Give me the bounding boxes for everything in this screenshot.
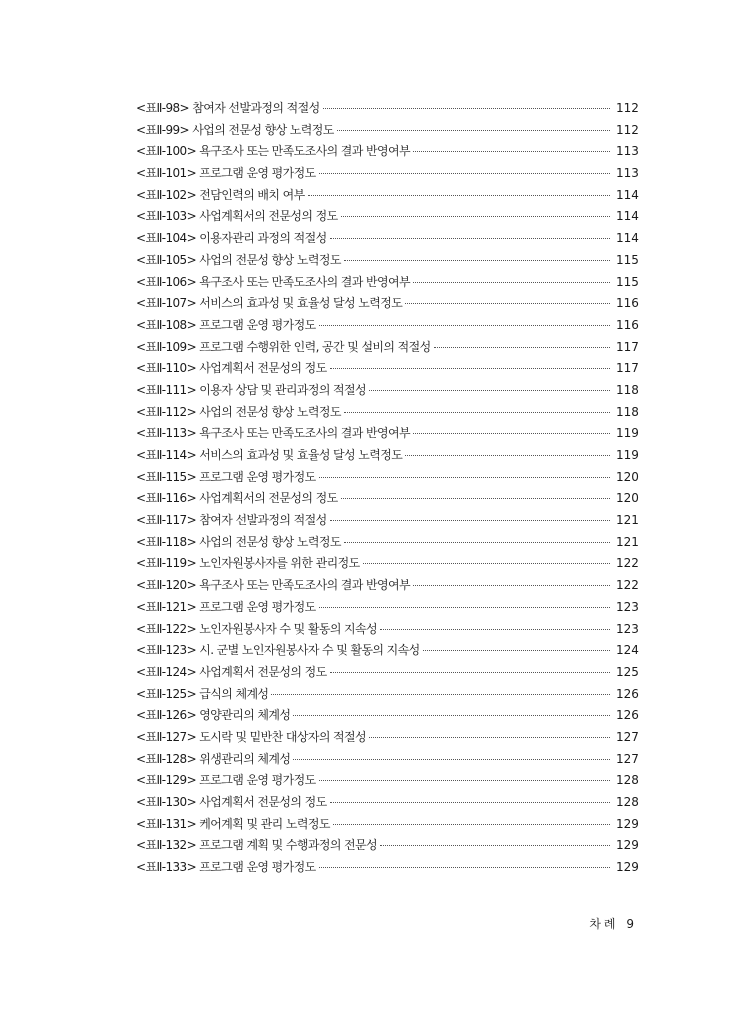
toc-entry <box>136 229 639 251</box>
toc-entry-page-number: 116 <box>616 317 639 332</box>
toc-entry-title: <표Ⅱ-107> 서비스의 효과성 및 효율성 달성 노력정도 <box>136 296 403 311</box>
toc-entry <box>136 706 639 728</box>
toc-entry <box>136 316 639 338</box>
dot-leader <box>413 433 610 434</box>
toc-entry-page-number: 113 <box>616 166 639 181</box>
dot-leader <box>413 585 610 586</box>
toc-entry-title: <표Ⅱ-98> 참여자 선발과정의 적절성 <box>136 101 320 115</box>
toc-entry-title: <표Ⅱ-103> 사업계획서의 전문성의 정도 <box>136 209 338 224</box>
toc-entry-page-number: 129 <box>616 838 639 853</box>
toc-entry-page-number: 116 <box>616 296 639 311</box>
toc-entry <box>136 728 639 750</box>
dot-leader <box>319 477 610 478</box>
toc-entry-page-number: 114 <box>616 187 639 202</box>
toc-entry-title: <표Ⅱ-109> 프로그램 수행위한 인력, 공간 및 설비의 적절성 <box>136 339 431 354</box>
toc-entry-page-number: 112 <box>616 101 639 115</box>
toc-entry-page-number: 113 <box>616 144 639 159</box>
toc-entry-title: <표Ⅱ-123> 시. 군별 노인자원봉사자 수 및 활동의 지속성 <box>136 643 420 658</box>
dot-leader <box>363 563 610 564</box>
dot-leader <box>293 715 610 716</box>
toc-entry <box>136 251 639 273</box>
toc-entry-page-number: 118 <box>616 382 639 397</box>
dot-leader <box>369 737 610 738</box>
dot-leader <box>405 455 610 456</box>
dot-leader <box>319 607 610 608</box>
toc-entry <box>136 207 639 229</box>
dot-leader <box>330 238 610 239</box>
toc-entry-title: <표Ⅱ-117> 참여자 선발과정의 적절성 <box>136 513 327 528</box>
dot-leader <box>323 108 610 109</box>
toc-entry-title: <표Ⅱ-111> 이용자 상담 및 관리과정의 적절성 <box>136 382 367 397</box>
toc-entry-page-number: 125 <box>616 664 639 679</box>
toc-entry <box>136 446 639 468</box>
dot-leader <box>405 303 610 304</box>
toc-entry-title: <표Ⅱ-126> 영양관리의 체계성 <box>136 708 291 723</box>
dot-leader <box>344 260 610 261</box>
toc-entry-page-number: 129 <box>616 860 639 875</box>
toc-entry-title: <표Ⅱ-118> 사업의 전문성 향상 노력정도 <box>136 534 341 549</box>
toc-entry-title: <표Ⅱ-112> 사업의 전문성 향상 노력정도 <box>136 404 341 419</box>
toc-entry-title: <표Ⅱ-116> 사업계획서의 전문성의 정도 <box>136 491 338 506</box>
dot-leader <box>337 130 610 131</box>
toc-entry-page-number: 115 <box>616 274 639 289</box>
toc-entry <box>136 511 639 533</box>
dot-leader <box>333 824 610 825</box>
toc-entry-page-number: 128 <box>616 795 639 809</box>
toc-entry-page-number: 122 <box>616 578 639 593</box>
toc-entry-title: <표Ⅱ-105> 사업의 전문성 향상 노력정도 <box>136 252 341 267</box>
toc-entry <box>136 620 639 642</box>
toc-entry <box>136 815 639 837</box>
toc-entry <box>136 793 639 815</box>
toc-entry <box>136 533 639 555</box>
toc-entry-page-number: 117 <box>616 361 639 376</box>
toc-entry <box>136 641 639 663</box>
toc-entry <box>136 554 639 576</box>
toc-entry-title: <표Ⅱ-120> 욕구조사 또는 만족도조사의 결과 반영여부 <box>136 578 410 593</box>
toc-entry-title: <표Ⅱ-130> 사업계획서 전문성의 정도 <box>136 795 327 809</box>
toc-entry-title: <표Ⅱ-124> 사업계획서 전문성의 정도 <box>136 664 327 679</box>
toc-entry <box>136 99 639 121</box>
toc-entry-page-number: 127 <box>616 751 639 766</box>
toc-entry-title: <표Ⅱ-101> 프로그램 운영 평가정도 <box>136 166 316 181</box>
toc-entry <box>136 468 639 490</box>
toc-entry-page-number: 112 <box>616 122 639 137</box>
toc-entry-title: <표Ⅱ-104> 이용자관리 과정의 적절성 <box>136 231 327 246</box>
toc-entry <box>136 424 639 446</box>
toc-entry-title: <표Ⅱ-114> 서비스의 효과성 및 효율성 달성 노력정도 <box>136 448 403 462</box>
toc-entry-page-number: 119 <box>616 448 639 462</box>
toc-entry-page-number: 114 <box>616 231 639 246</box>
toc-entry-page-number: 123 <box>616 599 639 614</box>
dot-leader <box>369 390 610 391</box>
dot-leader <box>293 759 610 760</box>
toc-entry-title: <표Ⅱ-127> 도시락 및 밑반찬 대상자의 적절성 <box>136 729 367 744</box>
toc-entry-title: <표Ⅱ-115> 프로그램 운영 평가정도 <box>136 469 316 484</box>
dot-leader <box>341 216 610 217</box>
toc-entry-page-number: 121 <box>616 534 639 549</box>
toc-entry <box>136 186 639 208</box>
toc-entry <box>136 273 639 295</box>
toc-entry <box>136 663 639 685</box>
toc-entry-title: <표Ⅱ-102> 전담인력의 배치 여부 <box>136 187 305 202</box>
dot-leader <box>344 412 610 413</box>
dot-leader <box>330 368 610 369</box>
dot-leader <box>308 195 610 196</box>
toc-entry-title: <표Ⅱ-132> 프로그램 계획 및 수행과정의 전문성 <box>136 838 377 853</box>
toc-entry <box>136 598 639 620</box>
toc-entry-title: <표Ⅱ-108> 프로그램 운영 평가정도 <box>136 317 316 332</box>
toc-entry <box>136 489 639 511</box>
toc-entry-page-number: 126 <box>616 686 639 701</box>
dot-leader <box>380 845 610 846</box>
toc-entry-page-number: 115 <box>616 252 639 267</box>
toc-entry-title: <표Ⅱ-121> 프로그램 운영 평가정도 <box>136 599 316 614</box>
toc-entry <box>136 836 639 858</box>
dot-leader <box>413 282 610 283</box>
toc-entry-title: <표Ⅱ-119> 노인자원봉사자를 위한 관리정도 <box>136 556 360 571</box>
toc-entry <box>136 121 639 143</box>
dot-leader <box>319 173 610 174</box>
toc-entry-title: <표Ⅱ-129> 프로그램 운영 평가정도 <box>136 773 316 788</box>
toc-entry-page-number: 114 <box>616 209 639 224</box>
toc-entry-title: <표Ⅱ-133> 프로그램 운영 평가정도 <box>136 860 316 875</box>
toc-entry-title: <표Ⅱ-125> 급식의 체계성 <box>136 686 269 701</box>
toc-entry <box>136 359 639 381</box>
toc-entry-page-number: 126 <box>616 708 639 723</box>
toc-entry-title: <표Ⅱ-110> 사업계획서 전문성의 정도 <box>136 361 327 376</box>
toc-entry <box>136 750 639 772</box>
toc-entry-page-number: 119 <box>616 426 639 441</box>
dot-leader <box>319 780 610 781</box>
toc-entry <box>136 294 639 316</box>
dot-leader <box>319 867 610 868</box>
dot-leader <box>330 802 610 803</box>
dot-leader <box>271 694 610 695</box>
dot-leader <box>341 498 610 499</box>
toc-entry-page-number: 120 <box>616 491 639 506</box>
toc-entry-title: <표Ⅱ-122> 노인자원봉사자 수 및 활동의 지속성 <box>136 621 377 636</box>
toc-entry <box>136 403 639 425</box>
toc-entry-page-number: 121 <box>616 513 639 528</box>
dot-leader <box>423 650 610 651</box>
toc-entry-page-number: 120 <box>616 469 639 484</box>
toc-entry-page-number: 123 <box>616 621 639 636</box>
page-footer <box>589 915 634 932</box>
dot-leader <box>344 542 610 543</box>
dot-leader <box>330 672 610 673</box>
toc-entry-title: <표Ⅱ-113> 욕구조사 또는 만족도조사의 결과 반영여부 <box>136 426 410 441</box>
toc-entry-page-number: 118 <box>616 404 639 419</box>
dot-leader <box>413 151 610 152</box>
toc-entry-title: <표Ⅱ-131> 케어계획 및 관리 노력정도 <box>136 816 330 831</box>
toc-entry <box>136 338 639 360</box>
toc-entry <box>136 142 639 164</box>
toc-entry <box>136 771 639 793</box>
toc-entry <box>136 381 639 403</box>
dot-leader <box>319 325 610 326</box>
footer-page-number: 9 <box>626 917 634 931</box>
toc-entry <box>136 685 639 707</box>
toc-entry-title: <표Ⅱ-128> 위생관리의 체계성 <box>136 751 291 766</box>
table-of-contents <box>136 99 639 880</box>
toc-entry-title: <표Ⅱ-100> 욕구조사 또는 만족도조사의 결과 반영여부 <box>136 144 410 159</box>
toc-entry-page-number: 127 <box>616 729 639 744</box>
dot-leader <box>330 520 610 521</box>
toc-entry <box>136 858 639 880</box>
dot-leader <box>434 347 610 348</box>
toc-entry-page-number: 117 <box>616 339 639 354</box>
toc-entry-page-number: 124 <box>616 643 639 658</box>
dot-leader <box>380 629 610 630</box>
footer-section-label: 차례 <box>589 917 619 931</box>
toc-entry <box>136 164 639 186</box>
toc-entry-page-number: 128 <box>616 773 639 788</box>
toc-entry-page-number: 122 <box>616 556 639 571</box>
toc-entry-title: <표Ⅱ-99> 사업의 전문성 향상 노력정도 <box>136 122 334 137</box>
toc-entry-page-number: 129 <box>616 816 639 831</box>
toc-entry-title: <표Ⅱ-106> 욕구조사 또는 만족도조사의 결과 반영여부 <box>136 274 410 289</box>
toc-entry <box>136 576 639 598</box>
